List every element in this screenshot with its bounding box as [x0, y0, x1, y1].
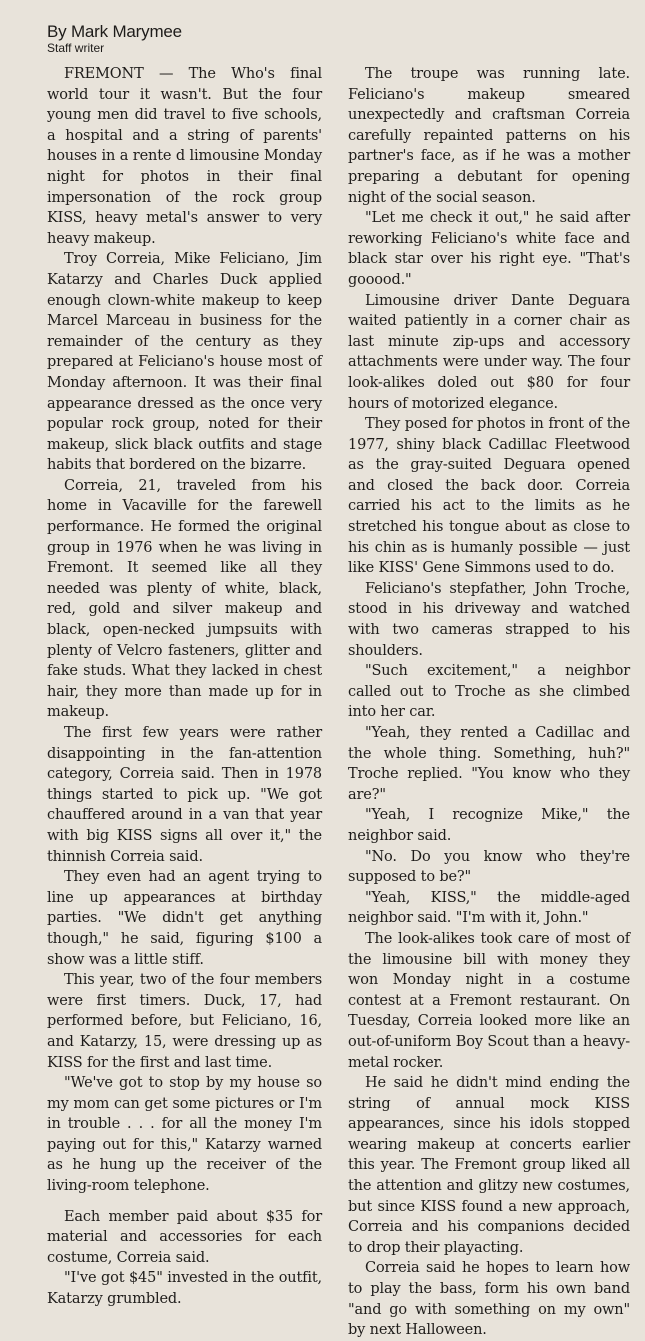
paragraph: They even had an agent trying to line up appearances at birthday parties. "We didn't get anything though," he said, figuring $100 a show was a little stiff.: [47, 869, 322, 968]
paragraph: He said he didn't mind ending the string of annual mock KISS appearances, since his idols stopped wearing makeup at concerts earlier this year. The Fremont group liked all the attention and glitzy new costumes, but since KISS found a new approach, Correia and his companions decided to drop their playacting.: [348, 1075, 630, 1256]
paragraph: Correia, 21, traveled from his home in Vacaville for the farewell performance. He formed the original group in 1976 when he was living in Fremont. It seemed like all they needed was plenty of white, black, red, gold and silver makeup and black, open-necked jumpsuits with plenty of Velcro fasteners, glitter and fake studs. What they lacked in chest hair, they more than made up for in makeup.: [47, 477, 322, 721]
paragraph: Limousine driver Dante Deguara waited patiently in a corner chair as last minute zip-ups and accessory attachments were under way. The four look-alikes doled out $80 for four hours of motorized elegance.: [348, 292, 630, 412]
paragraph: Each member paid about $35 for material and accessories for each costume, Correia said.: [47, 1208, 322, 1266]
paragraph: "Yeah, they rented a Cadillac and the whole thing. Something, huh?" Troche replied. "You know who they are?": [348, 725, 630, 803]
paragraph: "Yeah, I recognize Mike," the neighbor said.: [348, 807, 630, 844]
paragraph: Troy Correia, Mike Feliciano, Jim Katarzy and Charles Duck applied enough clown-white makeup to keep Marcel Marceau in business for the remainder of the century as they prepared at Feliciano's house most of Monday afternoon. It was their final appearance dressed as the once very popular rock group, noted for their makeup, slick black outfits and stage habits that bordered on the bizarre.: [47, 251, 322, 474]
paragraph: The first few years were rather disappointing in the fan-attention category, Correia said. Then in 1978 things started to pick up. "We got chauffered around in a van that year with big KISS signs all over it," the thinnish Correia said.: [47, 725, 322, 865]
byline: By Mark Marymee: [47, 22, 182, 41]
paragraph: The look-alikes took care of most of the limousine bill with money they won Monday night in a costume contest at a Fremont restaurant. On Tuesday, Correia looked more like an out-of-uniform Boy Scout than a heavy-metal rocker.: [348, 930, 630, 1071]
paragraph: Correia said he hopes to learn how to play the bass, form his own band "and go with something on my own" by next Halloween.: [348, 1260, 630, 1339]
paragraph: "We've got to stop by my house so my mom can get some pictures or I'm in trouble . . . for all the money I'm paying out for this," Katarzy warned as he hung up the receiver of the living-room telephone.: [47, 1075, 322, 1195]
paragraph: "I've got $45" invested in the outfit, Katarzy grumbled.: [47, 1270, 322, 1308]
paragraph: "Let me check it out," he said after reworking Feliciano's white face and black star over his right eye. "That's gooood.": [348, 210, 630, 288]
byline-role: Staff writer: [47, 41, 105, 55]
paragraph: FREMONT — The Who's final world tour it wasn't. But the four young men did travel to five schools, a hospital and a string of parents' houses in a rente d limousine Monday night for photos in their final impersonation of the rock group KISS, heavy metal's answer to very heavy makeup.: [47, 66, 322, 247]
paragraph: The troupe was running late. Feliciano's makeup smeared unexpectedly and craftsman Correia carefully repainted patterns on his partner's face, as if he was a mother preparing a debutant for opening night of the social season.: [348, 66, 630, 206]
paragraph: "Yeah, KISS," the middle-aged neighbor said. "I'm with it, John.": [348, 889, 630, 927]
left-column: [47, 64, 322, 1310]
paragraph: "No. Do you know who they're supposed to be?": [348, 848, 630, 886]
paragraph: They posed for photos in front of the 1977, shiny black Cadillac Fleetwood as the gray-suited Deguara opened and closed the back door. Correia carried his act to the limits as he stretched his tongue about as close to his chin as is humanly possible — just like KISS' Gene Simmons used to do.: [348, 416, 630, 577]
paragraph: Feliciano's stepfather, John Troche, stood in his driveway and watched with two cameras strapped to his shoulders.: [348, 580, 630, 659]
paragraph: "Such excitement," a neighbor called out to Troche as she climbed into her car.: [348, 663, 630, 721]
paragraph: This year, two of the four members were first timers. Duck, 17, had performed before, but Feliciano, 16, and Katarzy, 15, were dressing up as KISS for the first and last time.: [47, 972, 322, 1071]
right-column: [348, 64, 630, 1341]
